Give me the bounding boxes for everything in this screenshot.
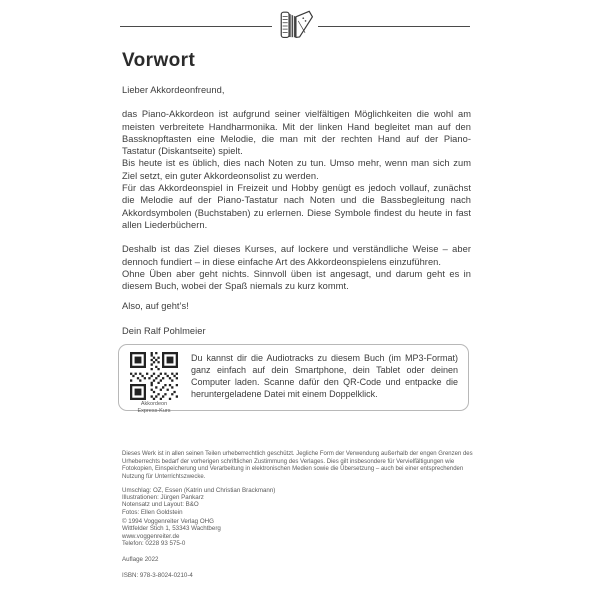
qr-code	[130, 352, 178, 400]
signature: Dein Ralf Pohlmeier	[122, 325, 206, 336]
salutation: Lieber Akkordeonfreund,	[122, 85, 225, 95]
paragraph: Ohne Üben aber geht nichts. Sinnvoll üben ist angesagt, und darum geht es in diesem Buch, wobei der Spaß niemals zu kurz kommt.	[122, 268, 471, 292]
publisher-line: Wittfelder Stich 1, 53343 Wachtberg	[122, 525, 221, 533]
accordion-icon	[272, 7, 318, 43]
credits-block	[122, 487, 474, 516]
credit-line: Umschlag: OZ, Essen (Katrin und Christian Brackmann)	[122, 487, 276, 494]
publisher-line: © 1994 Voggenreiter Verlag OHG	[122, 518, 214, 525]
page-title: Vorwort	[122, 50, 196, 71]
closing-line: Also, auf geht’s!	[122, 301, 189, 312]
paragraph: das Piano-Akkordeon ist aufgrund seiner vielfältigen Möglichkeiten die wohl am meisten verbreitete Handharmonika. Mit der linken Hand begleitet man auf den Bassknopftasten eine Melodie, die man mit der rechten Hand auf der Piano-Tastatur (Diskantseite) spielt.	[122, 109, 471, 157]
credit-line: Notensatz und Layout: B&O	[122, 501, 199, 509]
publisher-line: Telefon: 0228 93 575-0	[122, 540, 186, 548]
credit-line: Illustrationen: Jürgen Pankarz	[122, 494, 204, 502]
audio-download-box	[118, 344, 469, 414]
qr-caption-line2: Express-Kurs	[137, 407, 171, 414]
edition-line: Auflage 2022	[122, 556, 159, 563]
preface-body	[122, 84, 471, 337]
copyright-notice: Dieses Werk ist in allen seinen Teilen urheberrechtlich geschützt. Jegliche Form der Verwendung außerhalb der engen Grenzen des Urheberrechts bedarf der vorherigen schriftlichen Zustimmung des Verlages. Dies gilt insbesondere für Vervielfältigungen wie Fotokopien, Einspeicherung und Verarbeitung in elektronischen Medien sowie die Übersetzung – auch bei einer entsprechenden Nutzung für Unterrichtszwecke.	[122, 451, 473, 480]
credit-line: Fotos: Ellen Goldstein	[122, 508, 183, 516]
paragraph: Deshalb ist das Ziel dieses Kurses, auf lockere und verständliche Weise – aber dennoch fundiert – in diese einfache Art des Akkordeonspielens einzuführen.	[122, 244, 471, 267]
isbn-line: ISBN: 978-3-8024-0210-4	[122, 572, 193, 579]
publisher-block	[122, 518, 474, 548]
qr-caption-line1: Akkordeon	[140, 401, 168, 407]
qr-caption	[137, 401, 170, 414]
paragraph: Bis heute ist es üblich, dies nach Noten zu tun. Umso mehr, wenn man sich zum Ziel setzt, ein guter Akkordeonsolist zu werden.	[122, 158, 471, 181]
publisher-line: www.voggenreiter.de	[122, 532, 180, 540]
paragraph: Für das Akkordeonspiel in Freizeit und Hobby genügt es jedoch vollauf, zunächst die Melodie auf der Piano-Tastatur nach Noten und die Bassbegleitung nach Akkordsymbolen (Buchstaben) zu erlernen. Diese Symbole findest du heute in fast allen Liederbüchern.	[122, 183, 471, 230]
audio-download-text: Du kannst dir die Audiotracks zu diesem Buch (im MP3-Format) ganz einfach auf dein Smartphone, dein Tablet oder deinen Computer laden. Scanne dafür den QR-Code und entpacke die heruntergeladene Datei mit einem Doppelklick.	[191, 353, 458, 399]
qr-column	[128, 352, 180, 414]
